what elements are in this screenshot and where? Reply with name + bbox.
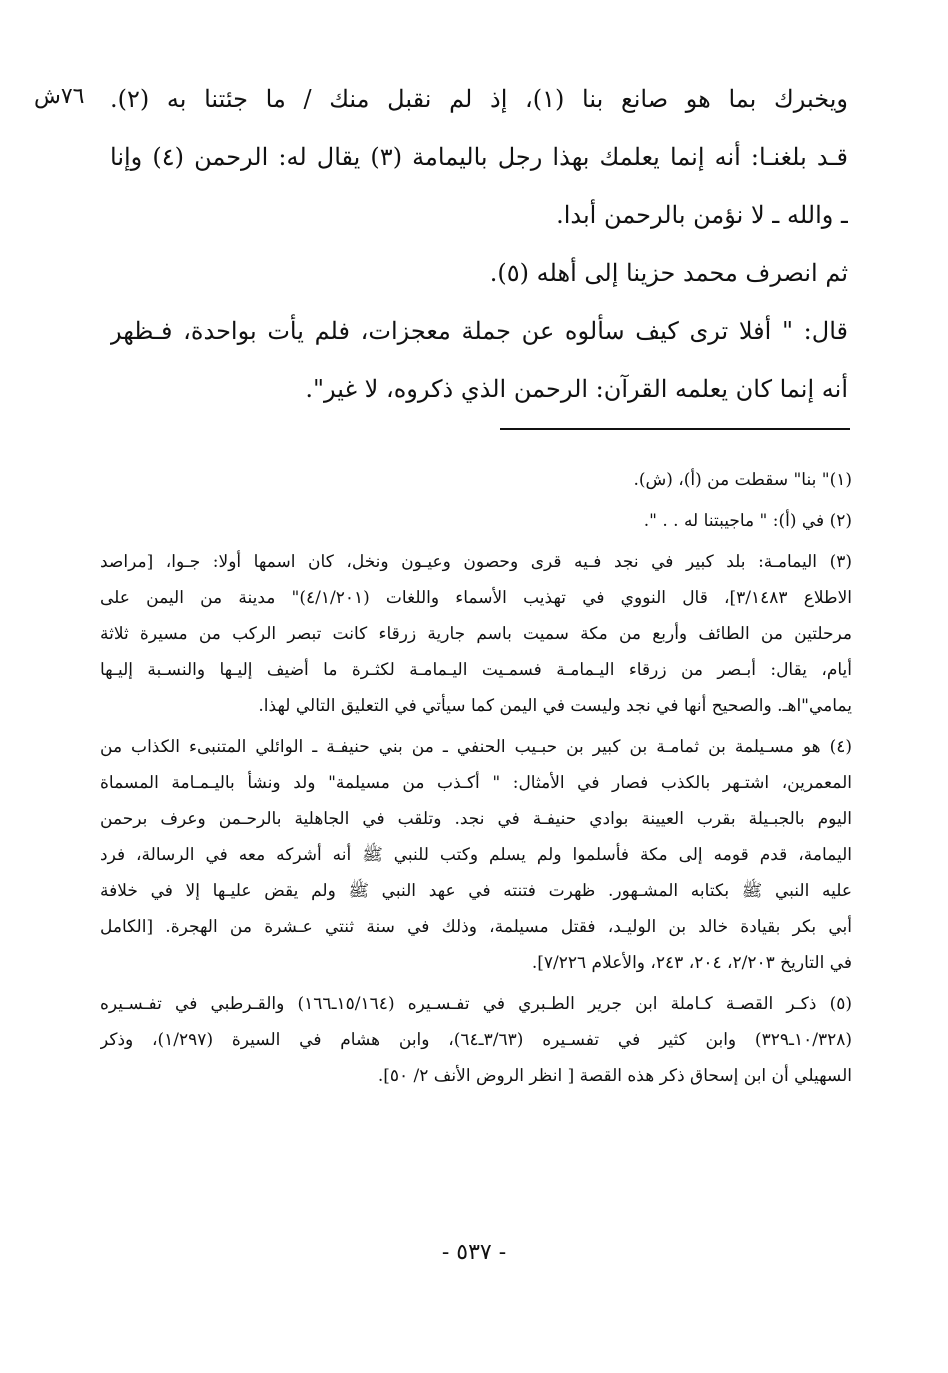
footnote-line: عليه النبي ﷺ بكتابه المشـهور. ظهرت فتنته في عهد النبي ﷺ ولم يقض عليـها إلا في خلافة: [100, 881, 852, 901]
footnote-1: [100, 462, 852, 498]
footnote-line: السهيلي أن ابن إسحاق ذكر هذه القصة [ انظر الروض الأنف ٢/ ٥٠].: [377, 1066, 852, 1086]
main-line: ويخبرك بما هو صانع بنا (١)، إذ لم نقبل منك / ما جئتنا به (٢).: [110, 85, 848, 113]
main-text-block: [110, 70, 848, 418]
main-line: ثم انصرف محمد حزينا إلى أهله (٥).: [489, 259, 848, 287]
manuscript-folio-marker: ٧٦ش: [34, 84, 85, 109]
footnote-2: [100, 503, 852, 539]
footnote-line: مرحلتين من الطائف وأربع من مكة سميت باسم جارية زرقاء كانت تبصر الركب من مسيرة ثلاثة: [100, 624, 852, 644]
footnote-line: (٤) هو مسـيلمة بن ثمامـة بن كبير بن حبـيب الحنفي ـ من بني حنيفـة ـ الوائلي المتنبىء الكذاب من: [100, 737, 852, 757]
footnote-line: المعمرين، اشتـهر بالكذب فصار في الأمثال: " أكـذب من مسيلمة" ولد ونشأ باليـمـامة المسماة: [100, 773, 852, 793]
footnote-3: [100, 544, 852, 724]
footnote-line: أبي بكر بقيادة خالد بن الوليـد، فقتل مسيلمة، وذلك في سنة ثنتي عـشرة من الهجرة. [الكامل: [100, 917, 852, 937]
footnote-line: أيام، يقال: أبـصر من زرقاء اليـمامـة فسمـيت اليـمامـة لكثـرة ما أضيف إليـها والنسـبة إليـها: [100, 660, 852, 680]
page-number: - ٥٣٧ -: [441, 1240, 507, 1265]
footnote-line: في التاريخ ٢/٢٠٣، ٢٠٤، ٢٤٣، والأعلام ٧/٢٢٦].: [531, 953, 852, 973]
footnote-separator: [500, 428, 850, 430]
footnote-line: (١٠/٣٢٨ـ٣٢٩) وابن كثير في تفسـيره (٣/٦٣ـ٦٤)، وابن هشام في السيرة (١/٢٩٧)، وذكر: [100, 1030, 852, 1050]
footnote-line: (٥) ذكـر القصـة كـاملة ابن جرير الطـبري في تفـسـيره (١٥/١٦٤ـ١٦٦) والقـرطبي في تفـسـيره: [100, 994, 852, 1014]
main-line: أنه إنما كان يعلمه القرآن: الرحمن الذي ذكروه، لا غير".: [305, 375, 848, 403]
footnote-line: يمامي"اهـ. والصحيح أنها في نجد وليست في اليمن كما سيأتي في التعليق التالي لهذا.: [258, 696, 852, 716]
footnote-line: (١)" بنا" سقطت من (أ)، (ش).: [633, 470, 852, 490]
main-line: قال: " أفلا ترى كيف سألوه عن جملة معجزات، فلم يأت بواحدة، فـظهر: [110, 317, 848, 345]
footnote-line: الاطلاع ٣/١٤٨٣]، قال النووي في تهذيب الأسماء واللغات (٤/١/٢٠١)" مدينة من اليمن على: [100, 588, 852, 608]
footnote-line: اليمامة، قدم قومه إلى مكة فأسلموا ولم يسلم وكتب للنبي ﷺ أنه أشركه معه في الرسالة، فرد: [100, 845, 852, 865]
footnote-line: (٢) في (أ): " ماجيبتنا له . . ".: [643, 511, 852, 531]
footnote-line: (٣) اليمامـة: بلد كبير في نجد فـيه قرى وحصون وعيـون ونخل، كان اسمها أولا: جـوا، [مراصد: [100, 552, 852, 572]
footnote-5: [100, 986, 852, 1094]
main-line: ـ والله ـ لا نؤمن بالرحمن أبدا.: [556, 201, 848, 229]
main-line: قـد بلغنـا: أنه إنما يعلمك بهذا رجل باليمامة (٣) يقال له: الرحمن (٤) وإنا: [110, 143, 848, 171]
footnotes-block: [100, 462, 852, 1099]
footnote-4: [100, 729, 852, 981]
footnote-line: اليوم بالجبـيلة بقرب العيينة بوادي حنيفـة في نجد. وتلقب في الجاهلية بالرحـمن وعرف برحمن: [100, 809, 852, 829]
